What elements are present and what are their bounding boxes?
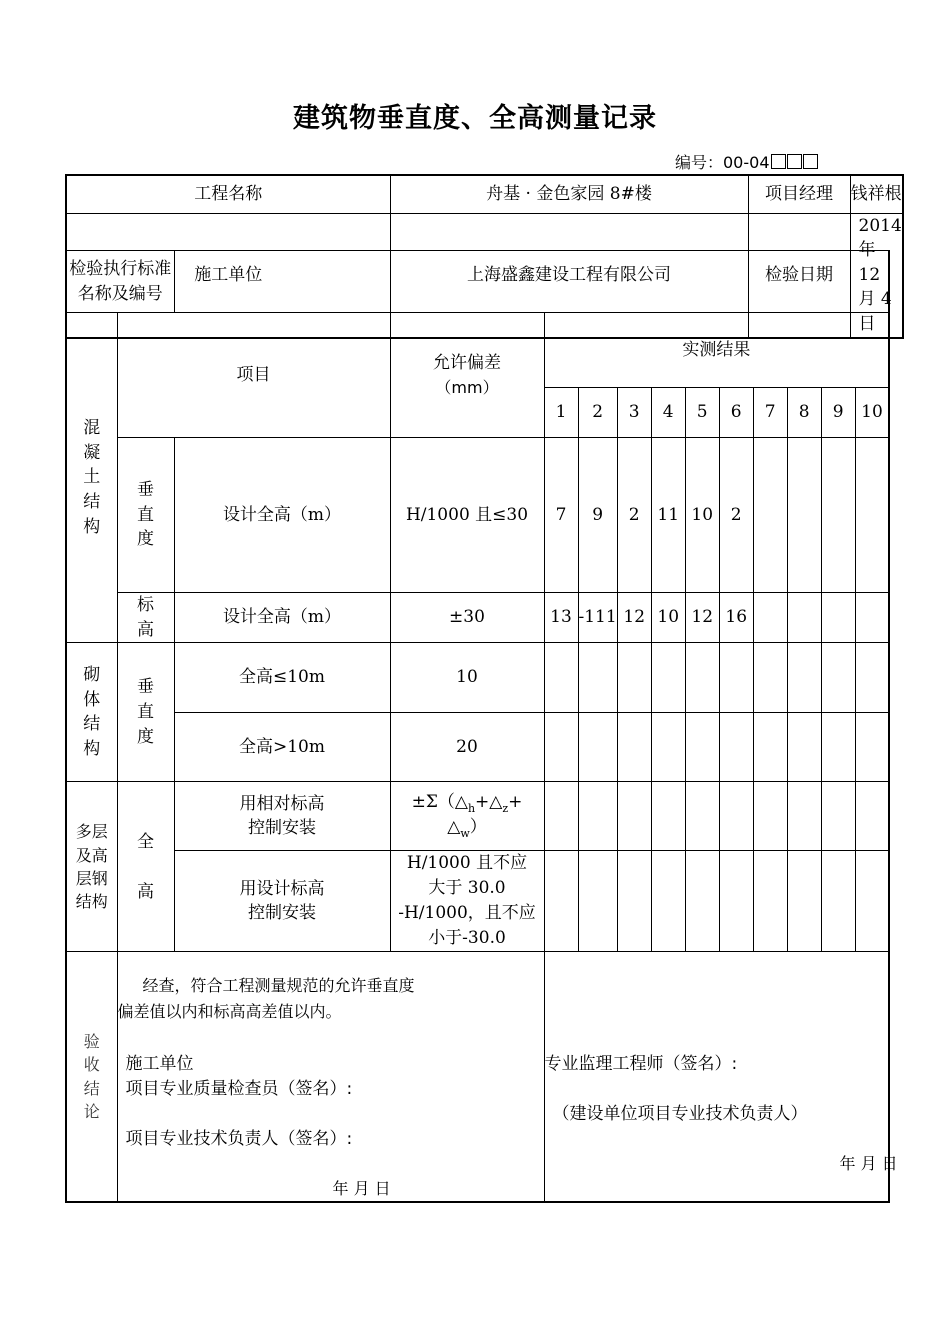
row-value[interactable] [753,782,787,851]
sub-verticality [117,438,174,593]
result-number: 4 [651,388,685,438]
tolerance-line: H/1000 且不应 [406,853,528,874]
row-tolerance: ±30 [390,593,544,643]
tolerance-formula-line-1 [391,791,544,816]
row-value[interactable]: 7 [544,438,578,593]
row-value[interactable] [855,593,889,643]
owner-sign[interactable]: （建设单位项目专业技术负责人） [552,1104,808,1125]
section-masonry [66,643,117,782]
row-value[interactable] [685,851,719,952]
row-value[interactable] [821,851,855,952]
section-line: 多层 [75,822,108,842]
row-value[interactable] [821,643,855,713]
standard-label-line-2: 名称及编号 [77,283,163,304]
tolerance-header-1: 允许偏差 [433,353,501,374]
row-item [174,851,390,952]
section-steel [66,782,117,952]
result-number: 6 [719,388,753,438]
result-number: 3 [617,388,651,438]
sub-full-height [117,782,174,952]
row-item: 全高>10m [174,713,390,782]
tolerance-header [390,313,544,438]
row-value[interactable] [544,713,578,782]
row-value[interactable]: 2 [719,438,753,593]
document-number [675,150,818,173]
row-value[interactable] [787,851,821,952]
row-value[interactable] [617,643,651,713]
result-number: 7 [753,388,787,438]
tolerance-line: 大于 30.0 [428,878,506,899]
row-value[interactable] [651,713,685,782]
section-line: 层钢 [75,868,108,888]
row-value[interactable]: 13 [544,593,578,643]
project-name-label: 工程名称 [66,175,390,213]
supervisor-date[interactable]: 年 月 日 [839,1154,898,1174]
row-value[interactable] [753,593,787,643]
section-char: 砌 [83,665,101,685]
section-char: 结 [83,491,101,512]
result-number: 2 [578,388,617,438]
row-item: 设计全高（m） [174,438,390,593]
conclusion-char: 结 [83,1078,100,1098]
row-value[interactable] [719,643,753,713]
manager-label: 项目经理 [748,175,850,213]
row-value[interactable]: 11 [651,438,685,593]
row-value[interactable] [578,782,617,851]
conclusion-char: 收 [83,1055,100,1075]
result-number: 5 [685,388,719,438]
row-value[interactable]: 2 [617,438,651,593]
row-item [174,782,390,851]
formula-sub: h [467,801,476,815]
contractor-sign-label: 施工单位 [125,1054,194,1075]
conclusion-char: 论 [83,1101,100,1121]
formula-part: ±Σ（△ [411,791,468,812]
row-value[interactable] [787,643,821,713]
row-value[interactable] [651,643,685,713]
row-item-line-2: 控制安装 [248,903,316,924]
sub-elevation [117,593,174,643]
row-value[interactable]: -111 [578,593,617,643]
row-value[interactable] [753,438,787,593]
measurement-grid [65,250,898,1203]
sub-char: 度 [137,726,154,747]
sub-char: 全 [137,831,154,852]
result-number: 8 [787,388,821,438]
checkbox-2[interactable] [787,154,802,169]
row-value[interactable] [544,643,578,713]
section-char: 土 [83,467,101,488]
standard-value[interactable] [174,251,889,313]
qc-inspector-sign[interactable]: 项目专业质量检查员（签名）: [125,1079,353,1100]
contractor-value[interactable]: 上海盛鑫建设工程有限公司 [390,213,748,338]
row-value[interactable] [821,782,855,851]
row-item-line-1: 用设计标高 [239,878,325,899]
contractor-label: 施工单位 [66,213,390,338]
date-value[interactable]: 2014 年 12 月 4 日 [850,213,903,338]
sub-char: 高 [137,881,154,902]
conclusion-contractor [117,952,544,1202]
conclusion-supervisor [544,952,898,1202]
row-value[interactable]: 9 [578,438,617,593]
formula-part: + [508,791,523,812]
result-number: 1 [544,388,578,438]
row-tolerance: 10 [390,643,544,713]
row-value[interactable] [685,782,719,851]
row-value[interactable]: 10 [685,438,719,593]
row-value[interactable] [578,713,617,782]
sub-char: 直 [137,504,154,525]
supervisor-sign[interactable]: 专业监理工程师（签名）: [544,1054,738,1075]
row-value[interactable] [578,643,617,713]
section-concrete [66,313,117,643]
row-value[interactable] [651,782,685,851]
row-value[interactable] [855,782,889,851]
section-char: 凝 [83,442,101,463]
formula-part: ） [469,817,487,838]
row-value[interactable] [617,713,651,782]
row-value[interactable] [719,851,753,952]
row-value[interactable] [544,782,578,851]
conclusion-label [66,952,117,1202]
standard-label-line-1: 检验执行标准 [69,258,172,279]
result-number: 9 [821,388,855,438]
row-value[interactable] [855,438,889,593]
row-tolerance: 20 [390,713,544,782]
row-value[interactable] [787,438,821,593]
row-value[interactable] [578,851,617,952]
row-value[interactable] [617,851,651,952]
row-value[interactable] [787,713,821,782]
standard-label [66,251,174,313]
result-number: 10 [855,388,889,438]
row-value[interactable]: 10 [651,593,685,643]
sub-char: 高 [137,619,154,640]
formula-sub: w [460,827,470,841]
row-value[interactable] [787,782,821,851]
row-value[interactable] [753,713,787,782]
row-item-line-2: 控制安装 [248,818,316,839]
project-name-value[interactable]: 舟基 · 金色家园 8#楼 [390,175,748,213]
section-char: 构 [83,738,101,759]
sub-masonry-verticality [117,643,174,782]
sub-char: 度 [137,529,154,550]
row-value[interactable] [787,593,821,643]
row-value[interactable] [617,782,651,851]
row-value[interactable] [821,438,855,593]
row-value[interactable] [855,851,889,952]
row-value[interactable]: 12 [685,593,719,643]
date-label: 检验日期 [748,213,850,338]
item-header: 项目 [117,313,390,438]
formula-part: △ [447,817,461,838]
tolerance-header-2: （mm） [435,377,499,397]
manager-value[interactable]: 钱祥根 [850,175,903,213]
conclusion-char: 验 [83,1032,100,1052]
section-line: 结构 [75,891,108,911]
row-tolerance [390,782,544,851]
row-value[interactable]: 12 [617,593,651,643]
checkbox-3[interactable] [803,154,818,169]
conclusion-text-2: 偏差值以内和标高高差值以内。 [117,1002,342,1022]
row-tolerance [390,851,544,952]
row-value[interactable] [685,713,719,782]
formula-sub: z [502,801,509,815]
conclusion-text-1: 经查，符合工程测量规范的允许垂直度 [142,976,415,996]
row-value[interactable] [753,851,787,952]
row-value[interactable] [855,643,889,713]
section-line: 及高 [75,845,108,865]
row-value[interactable] [855,713,889,782]
section-char: 体 [83,689,101,710]
row-value[interactable] [651,851,685,952]
row-value[interactable] [685,643,719,713]
row-value[interactable] [544,851,578,952]
sub-char: 垂 [137,480,154,501]
tolerance-line: -H/1000，且不应 [398,903,536,924]
row-item-line-1: 用相对标高 [239,793,325,814]
formula-part: +△ [475,791,503,812]
sub-char: 垂 [137,677,154,698]
page-title: 建筑物垂直度、全高测量记录 [293,103,657,134]
document-number-label: 编号：00-04 [675,153,770,172]
row-item: 设计全高（m） [174,593,390,643]
results-header: 实测结果 [544,313,889,388]
section-char: 结 [83,714,101,735]
tolerance-formula-line-2 [391,816,544,841]
row-value[interactable] [719,782,753,851]
row-value[interactable] [719,713,753,782]
row-item: 全高≤10m [174,643,390,713]
row-value[interactable] [821,713,855,782]
checkbox-1[interactable] [771,154,786,169]
section-char: 构 [83,516,101,537]
sub-char: 标 [137,595,154,615]
row-value[interactable]: 16 [719,593,753,643]
contractor-date[interactable]: 年 月 日 [332,1179,391,1199]
sub-char: 直 [137,701,154,722]
section-char: 混 [83,418,101,439]
row-tolerance: H/1000 且≤30 [390,438,544,593]
tolerance-line: 小于-30.0 [428,928,506,949]
row-value[interactable] [821,593,855,643]
tech-lead-sign[interactable]: 项目专业技术负责人（签名）: [125,1129,353,1150]
row-value[interactable] [753,643,787,713]
